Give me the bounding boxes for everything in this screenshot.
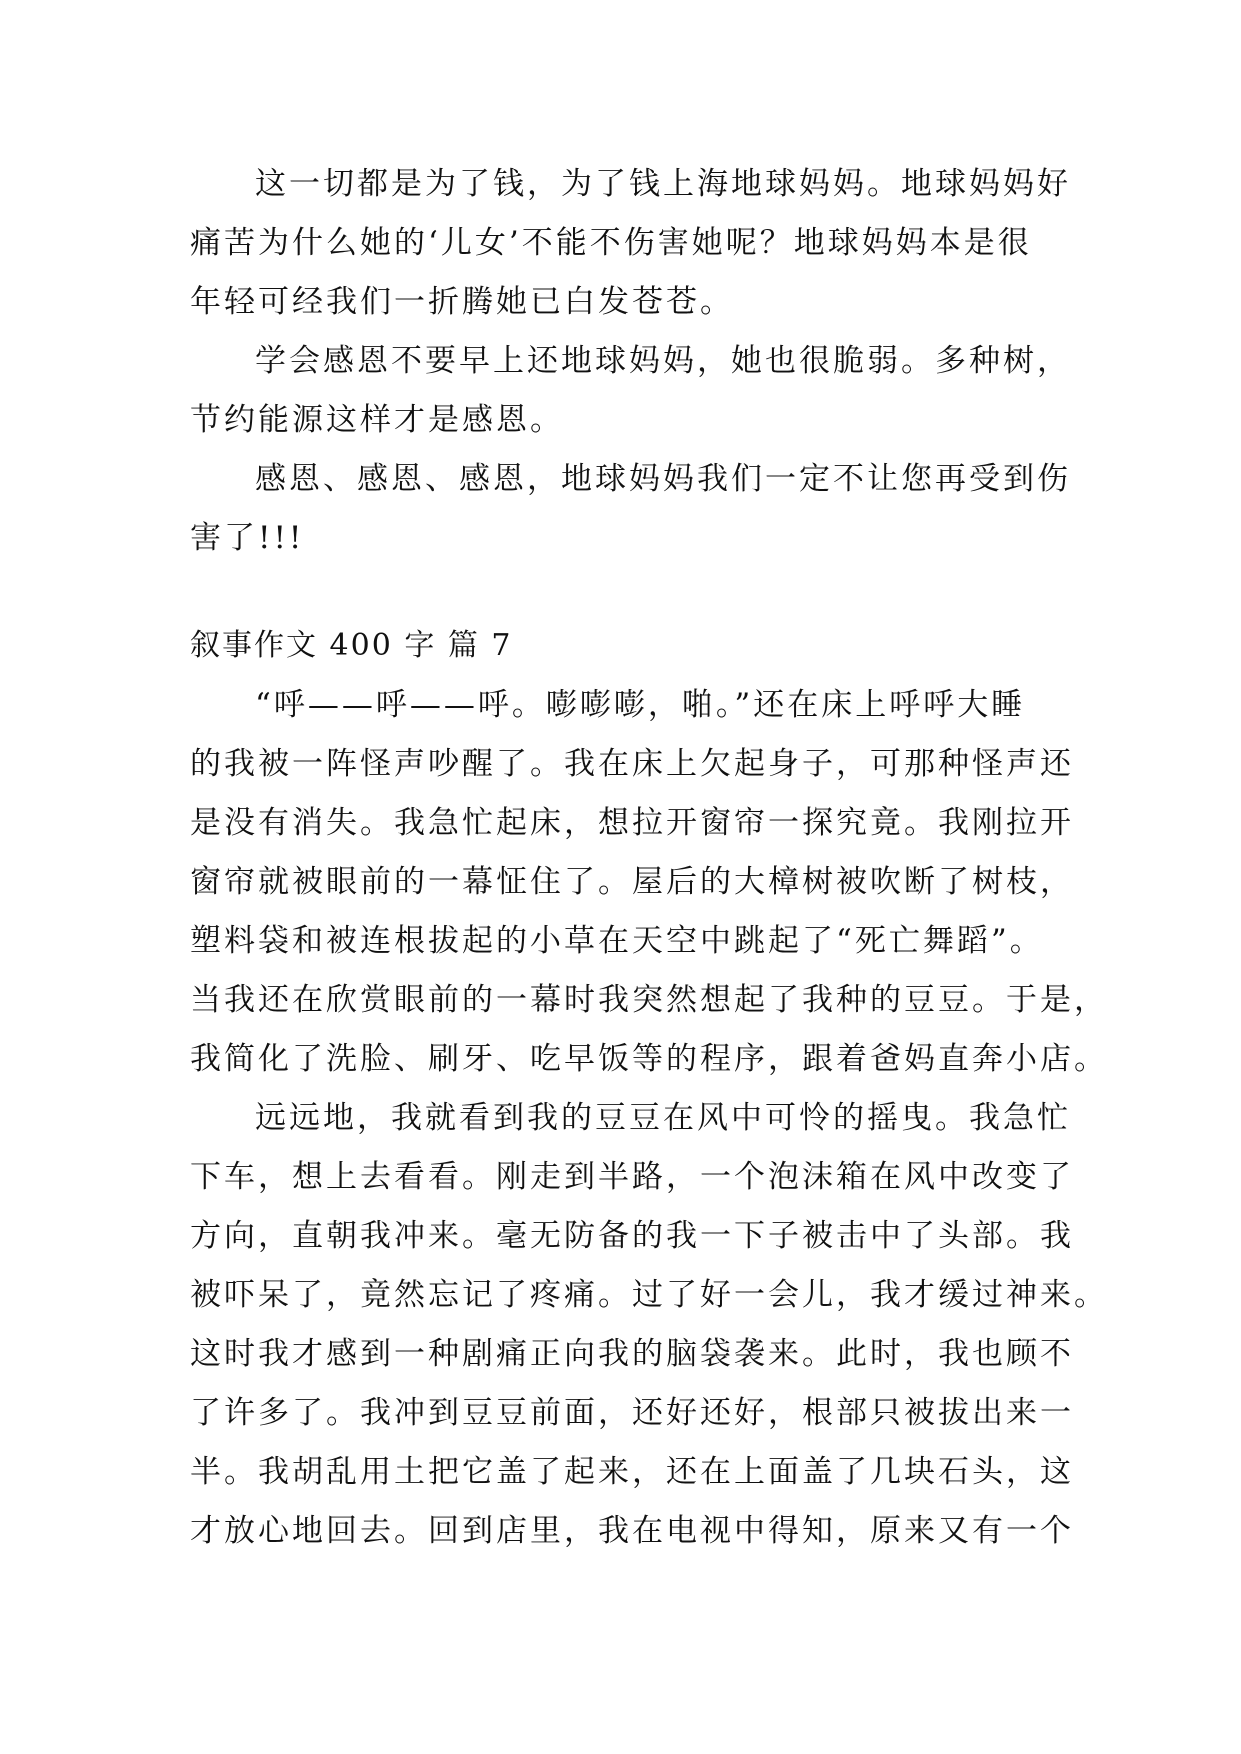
paragraph-line: 半。我胡乱用土把它盖了起来，还在上面盖了几块石头，这 <box>190 1454 1074 1490</box>
paragraph-line: 这一切都是为了钱，为了钱上海地球妈妈。地球妈妈好 <box>255 166 1071 202</box>
paragraph-line: 方向，直朝我冲来。毫无防备的我一下子被击中了头部。我 <box>190 1218 1074 1254</box>
section-heading: 叙事作文 400 字 篇 7 <box>190 628 513 663</box>
paragraph-line: 学会感恩不要早上还地球妈妈，她也很脆弱。多种树， <box>255 343 1071 379</box>
paragraph-line: “呼——呼——呼。嘭嘭嘭，啪。”还在床上呼呼大睡 <box>255 687 1026 723</box>
paragraph-line: 被吓呆了，竟然忘记了疼痛。过了好一会儿，我才缓过神来。 <box>190 1277 1108 1313</box>
paragraph-line: 年轻可经我们一折腾她已白发苍苍。 <box>190 284 734 320</box>
paragraph-line: 窗帘就被眼前的一幕怔住了。屋后的大樟树被吹断了树枝， <box>190 864 1074 900</box>
paragraph-line: 这时我才感到一种剧痛正向我的脑袋袭来。此时，我也顾不 <box>190 1336 1074 1372</box>
paragraph-line: 塑料袋和被连根拔起的小草在天空中跳起了“死亡舞蹈”。 <box>190 923 1044 959</box>
paragraph-line: 当我还在欣赏眼前的一幕时我突然想起了我种的豆豆。于是， <box>190 982 1108 1018</box>
paragraph-line: 远远地，我就看到我的豆豆在风中可怜的摇曳。我急忙 <box>255 1100 1071 1136</box>
paragraph-line: 的我被一阵怪声吵醒了。我在床上欠起身子，可那种怪声还 <box>190 746 1074 782</box>
paragraph-line: 是没有消失。我急忙起床，想拉开窗帘一探究竟。我刚拉开 <box>190 805 1074 841</box>
paragraph-line: 了许多了。我冲到豆豆前面，还好还好，根部只被拔出来一 <box>190 1395 1074 1431</box>
paragraph-line: 才放心地回去。回到店里，我在电视中得知，原来又有一个 <box>190 1513 1074 1549</box>
paragraph-line: 下车，想上去看看。刚走到半路，一个泡沫箱在风中改变了 <box>190 1159 1074 1195</box>
paragraph-line: 我简化了洗脸、刷牙、吃早饭等的程序，跟着爸妈直奔小店。 <box>190 1041 1108 1077</box>
paragraph-line: 节约能源这样才是感恩。 <box>190 402 564 438</box>
paragraph-line: 感恩、感恩、感恩，地球妈妈我们一定不让您再受到伤 <box>255 461 1071 497</box>
paragraph-line: 害了!!! <box>190 520 305 556</box>
paragraph-line: 痛苦为什么她的‘儿女’不能不伤害她呢？地球妈妈本是很 <box>190 225 1032 261</box>
